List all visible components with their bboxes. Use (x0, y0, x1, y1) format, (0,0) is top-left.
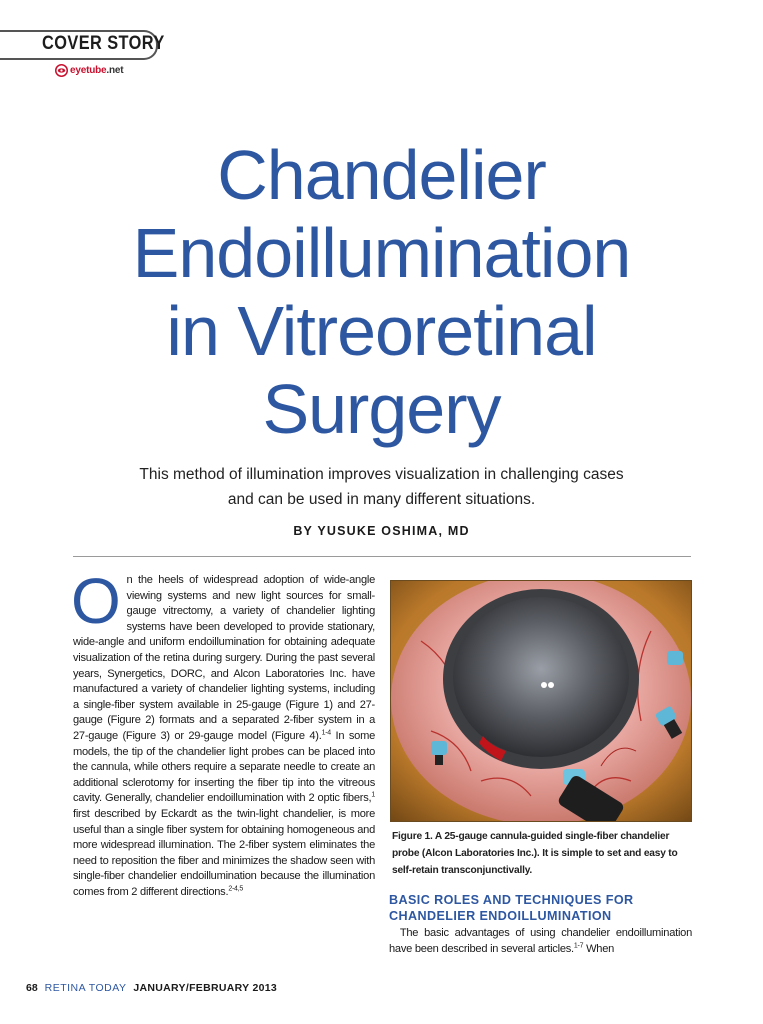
eye-surgery-photo (391, 581, 692, 822)
article-subtitle (0, 462, 763, 512)
subtitle-line: and can be used in many different situations. (227, 491, 536, 508)
logo-text: eyetube.net (70, 64, 124, 76)
figure-1-image (390, 580, 692, 822)
page-footer (26, 982, 277, 994)
article-title (0, 136, 763, 448)
title-line: Chandelier (217, 136, 546, 214)
body-column-right (389, 926, 692, 957)
byline: BY YUSUKE OSHIMA, MD (293, 524, 470, 538)
publication-name: RETINA TODAY (44, 982, 127, 994)
subtitle-line: This method of illumination improves visualization in challenging cases (139, 466, 624, 483)
reference-marker: 1-4 (321, 729, 331, 737)
page-number: 68 (26, 982, 38, 994)
heading-line: BASIC ROLES AND TECHNIQUES FOR (389, 893, 634, 907)
eyetube-logo[interactable] (55, 63, 123, 77)
eye-icon (55, 64, 68, 77)
divider (73, 556, 691, 557)
body-text: first described by Eckardt as the twin-light chandelier, is more useful than a single fiber system for obtaining homogeneous and more widespread illumination. The 2-fiber system eliminates the need to reposition the fiber and minimizes the shadow seen with single-fiber chandelier endoillumination because the illumination comes from 2 different directions. (73, 807, 375, 898)
body-text: When (583, 942, 615, 955)
chandelier-port (667, 651, 683, 665)
reference-marker: 2-4,5 (228, 885, 244, 893)
title-line: Surgery (262, 370, 501, 448)
title-line: in Vitreoretinal (166, 292, 597, 370)
body-column-left (71, 565, 375, 900)
section-label: COVER STORY (42, 33, 165, 54)
drop-cap: O (71, 565, 121, 637)
body-text: In some models, the tip of the chandelier light probes can be placed into the cannula, while others require a separate needle to create an additional sclerotomy for inserting the fiber tip into the vitreous cavity. Generally, chandelier endoillumination with 2 optic fibers, (73, 729, 375, 805)
figure-caption: Figure 1. A 25-gauge cannula-guided single-fiber chandelier probe (Alcon Laboratories Inc.). It is simple to set and easy to self-retain transconjunctivally. (392, 831, 678, 876)
body-text: The basic advantages of using chandelier endoillumination have been described in several articles. (389, 927, 692, 955)
heading-line: CHANDELIER ENDOILLUMINATION (389, 909, 612, 923)
title-line: Endoillumination (132, 214, 631, 292)
reference-marker: 1-7 (573, 941, 584, 949)
issue-date: JANUARY/FEBRUARY 2013 (133, 982, 278, 994)
body-text: n the heels of widespread adoption of wide-angle viewing systems and new light sources for small-gauge vitrectomy, a variety of chandelier lighting systems have been developed to provide stationary, wide-angle and uniform endoillumination for obtaining adequate visualization of the retina during surgery. During the past several years, Synergetics, DORC, and Alcon Laboratories Inc. have manufactured a variety of chandelier lighting systems, including a single-fiber system available in 25-gauge (Figure 1) and 27-gauge (Figure 2) formats and a separated 2-fiber system in a 27-gauge (Figure 3) or 29-gauge model (Figure 4). (73, 574, 375, 742)
section-heading (389, 892, 693, 924)
reference-marker: 1 (371, 791, 375, 799)
